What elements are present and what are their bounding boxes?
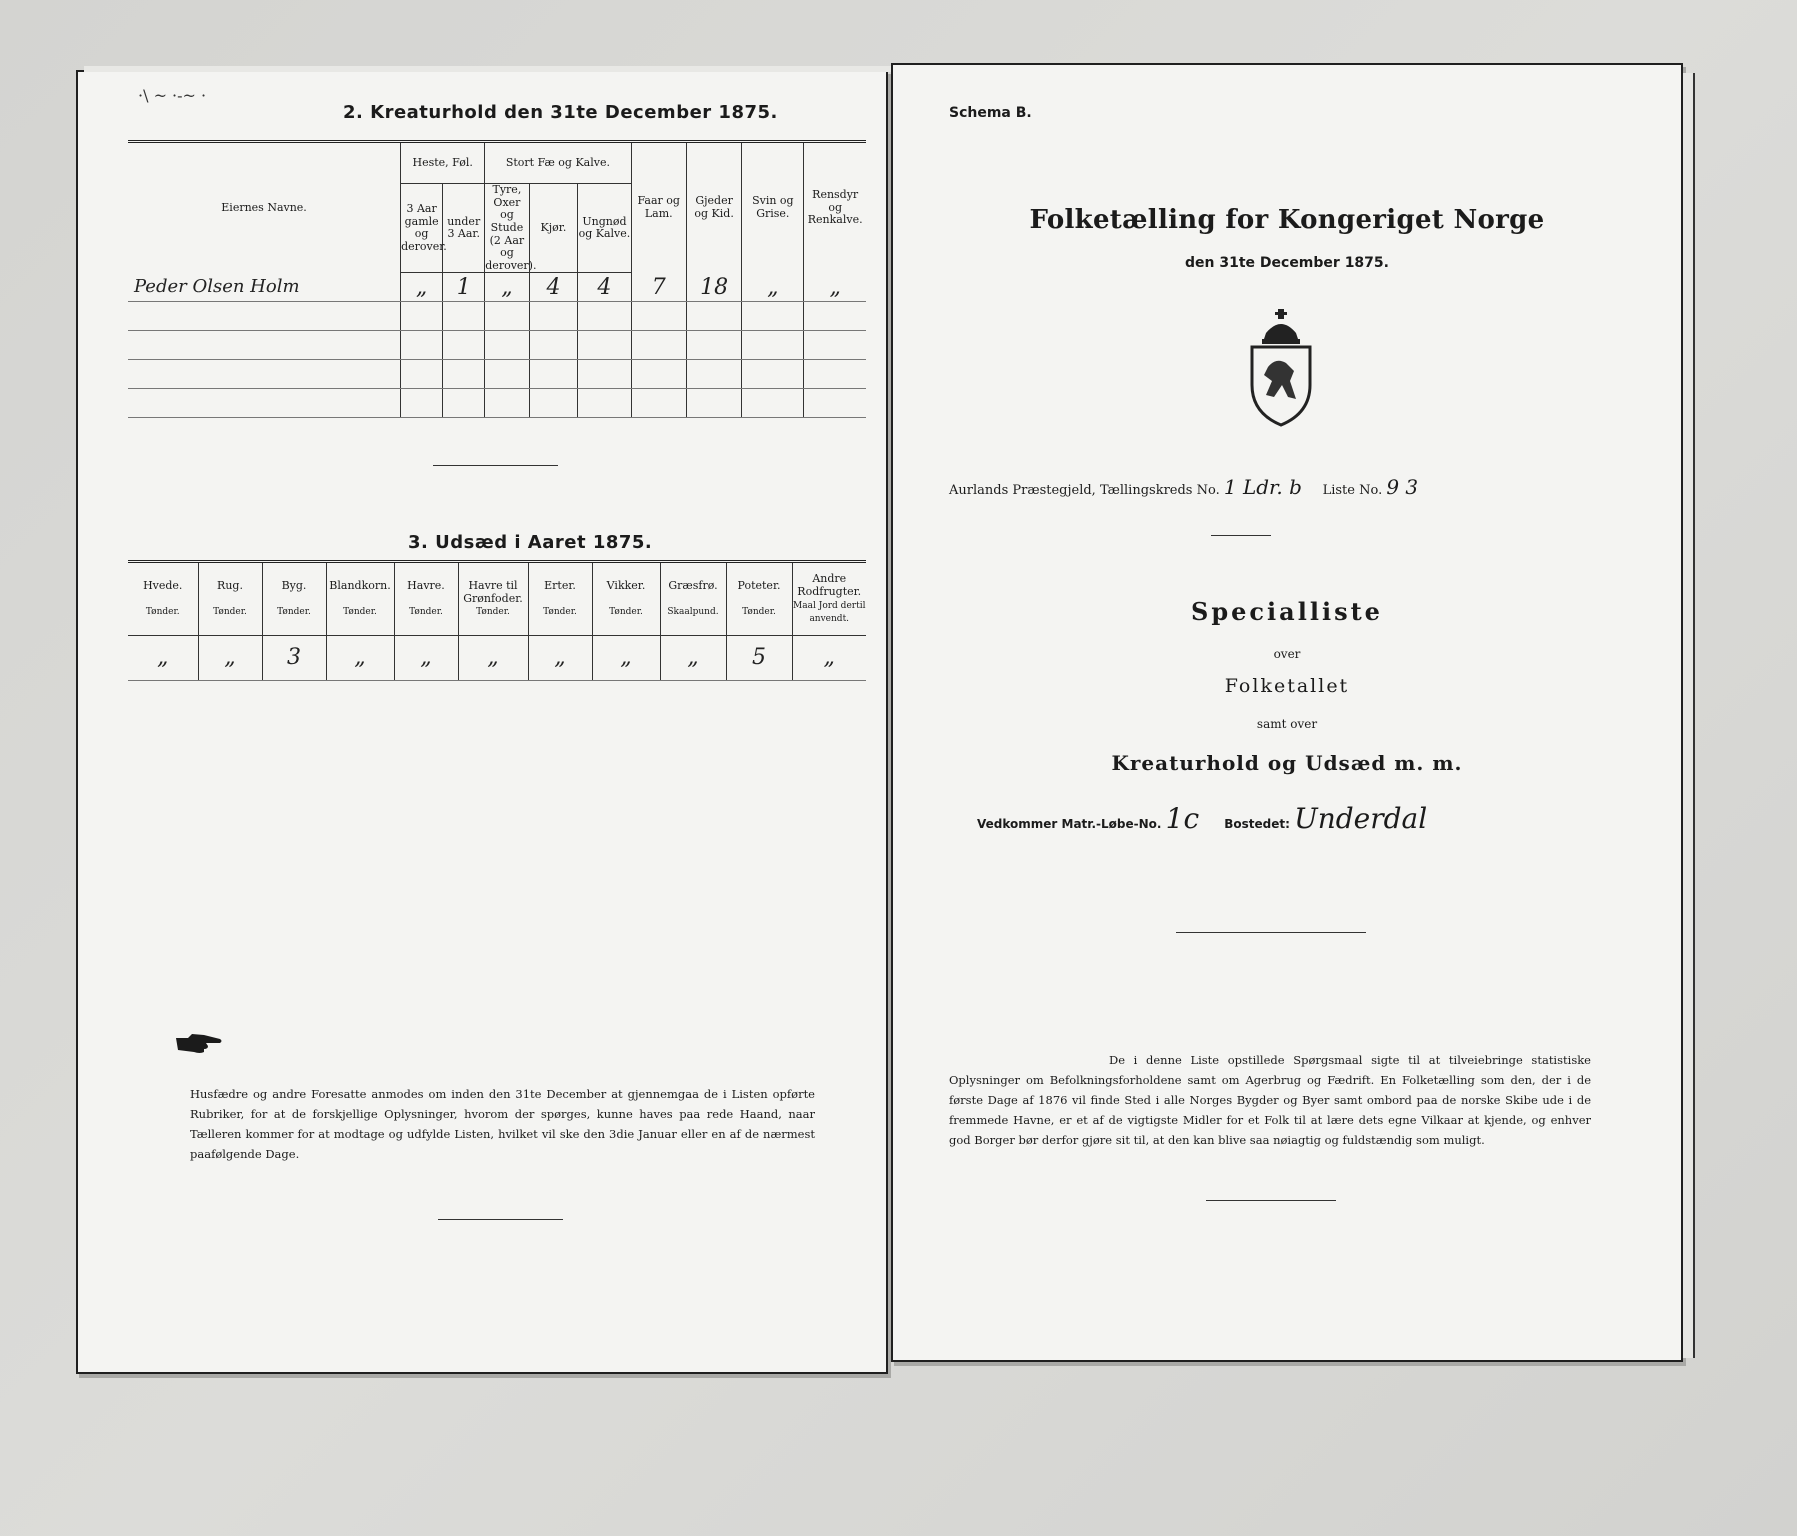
left-page xyxy=(78,72,886,1372)
section2-title: 2. Kreaturhold den 31te December 1875. xyxy=(343,102,778,123)
table-row xyxy=(128,302,866,331)
bosted-value: Underdal xyxy=(1294,802,1428,835)
header-graesfro: Græsfrø. Skaalpund. xyxy=(660,562,726,636)
header-eiernes-navne: Eiernes Navne. xyxy=(128,142,401,273)
cell-heste-3aar: „ xyxy=(401,273,443,302)
header-faar: Faar og Lam. xyxy=(631,142,686,273)
divider xyxy=(1176,932,1366,933)
owner-name: Peder Olsen Holm xyxy=(128,273,401,302)
cell-graesfro: „ xyxy=(660,636,726,681)
cell-havre-gronfoder: „ xyxy=(458,636,528,681)
header-blandkorn: Blandkorn. Tønder. xyxy=(326,562,394,636)
header-svin: Svin og Grise. xyxy=(742,142,804,273)
schema-label: Schema B. xyxy=(949,105,1032,121)
section3-title: 3. Udsæd i Aaret 1875. xyxy=(408,532,653,553)
header-rensdyr: Rensdyr og Renkalve. xyxy=(804,142,866,273)
cell-heste-under3: 1 xyxy=(443,273,485,302)
header-kjoer: Kjør. xyxy=(529,184,578,273)
pointing-hand-icon xyxy=(174,1030,224,1056)
header-ungnoed: Ungnød og Kalve. xyxy=(578,184,631,273)
place-line xyxy=(949,475,1418,499)
cell-kjoer: 4 xyxy=(529,273,578,302)
right-page xyxy=(893,65,1681,1360)
header-hvede: Hvede. Tønder. xyxy=(128,562,198,636)
cell-rensdyr: „ xyxy=(804,273,866,302)
cell-faar: 7 xyxy=(631,273,686,302)
cell-poteter: 5 xyxy=(726,636,792,681)
header-heste-fol: Heste, Føl. xyxy=(401,142,485,184)
header-tyre: Tyre, Oxer og Stude (2 Aar og derover). xyxy=(485,183,537,272)
matr-line xyxy=(977,802,1427,835)
cell-andre-rodfrugter: „ xyxy=(792,636,866,681)
divider xyxy=(1211,535,1271,536)
header-byg: Byg. Tønder. xyxy=(262,562,326,636)
cell-byg: 3 xyxy=(262,636,326,681)
cell-rug: „ xyxy=(198,636,262,681)
header-rug: Rug. Tønder. xyxy=(198,562,262,636)
table-row xyxy=(128,273,866,302)
table-row xyxy=(128,389,866,418)
folketallet-heading: Folketallet xyxy=(1224,675,1350,697)
liste-value: 9 3 xyxy=(1386,475,1419,499)
divider xyxy=(1206,1200,1336,1201)
header-gjeder: Gjeder og Kid. xyxy=(686,142,741,273)
header-vikker: Vikker. Tønder. xyxy=(592,562,660,636)
header-heste-under3: under 3 Aar. xyxy=(443,184,485,273)
kreaturhold-table xyxy=(128,140,866,418)
prestegjeld-name: Aurlands xyxy=(949,483,1009,498)
samt-over-label: samt over xyxy=(1256,717,1318,731)
cell-havre: „ xyxy=(394,636,458,681)
udsaed-table xyxy=(128,560,866,681)
kreaturhold-heading: Kreaturhold og Udsæd m. m. xyxy=(1111,751,1463,775)
over-label: over xyxy=(1273,647,1301,661)
header-havre: Havre. Tønder. xyxy=(394,562,458,636)
header-poteter: Poteter. Tønder. xyxy=(726,562,792,636)
table-row xyxy=(128,360,866,389)
census-date: den 31te December 1875. xyxy=(1185,255,1389,271)
kreds-value: 1 Ldr. b xyxy=(1223,475,1302,499)
coat-of-arms-icon xyxy=(1236,305,1326,430)
purpose-note: De i denne Liste opstillede Spørgsmaal sigte til at tilveiebringe statistiske Oplysninger om Befolkningsforholdene samt om Agerbrug og Fædrift. En Folketælling som den, der i de første Dage af 1876 vil finde Sted i alle Norges Bygder og Byer samt ombord paa de norske Skibe ude i de fremmede Havne, er et af de vigtigste Midler for et Folk til at lære dets egne Vilkaar at kjende, og enhver god Borger bør derfor gjøre sit til, at den kan blive saa nøiagtig og fuldstændig som muligt. xyxy=(949,1053,1591,1147)
cell-ungnoed: 4 xyxy=(578,273,631,302)
instructions-note: Husfædre og andre Foresatte anmodes om inden den 31te December at gjennemgaa de i Listen opførte Rubriker, for at de forskjellige Oplysninger, hvorom der spørges, kunne haves paa rede Haand, naar Tælleren kommer for at modtage og udfylde Listen, hvilket vil ske den 3die Januar eller en af de nærmest paafølgende Dage. xyxy=(190,1087,815,1161)
table-row xyxy=(128,636,866,681)
kreds-label: Tællingskreds No. xyxy=(1099,483,1220,498)
bosted-label: Bostedet: xyxy=(1224,817,1290,831)
prestegjeld-label: Præstegjeld, xyxy=(1012,483,1096,498)
specialliste-heading: Specialliste xyxy=(1191,597,1383,626)
cell-vikker: „ xyxy=(592,636,660,681)
divider xyxy=(438,1219,563,1220)
header-andre-rodfrugter: Andre Rodfrugter. Maal Jord dertil anvendt. xyxy=(792,562,866,636)
header-erter: Erter. Tønder. xyxy=(528,562,592,636)
cell-svin: „ xyxy=(742,273,804,302)
cell-gjeder: 18 xyxy=(686,273,741,302)
header-scribble: ·\ ~ ·-~ · xyxy=(138,86,207,105)
cell-tyre: „ xyxy=(485,273,529,302)
header-heste-3aar: 3 Aar gamle og derover. xyxy=(401,184,443,273)
cell-erter: „ xyxy=(528,636,592,681)
header-stort-fae: Stort Fæ og Kalve. xyxy=(485,142,631,184)
matr-value: 1c xyxy=(1165,802,1200,835)
table-row xyxy=(128,331,866,360)
page-title: Folketælling for Kongeriget Norge xyxy=(1029,205,1545,235)
cell-hvede: „ xyxy=(128,636,198,681)
matr-label: Vedkommer Matr.-Løbe-No. xyxy=(977,817,1162,831)
header-havre-gronfoder: Havre til Grønfoder. Tønder. xyxy=(458,562,528,636)
liste-label: Liste No. xyxy=(1322,483,1383,498)
divider xyxy=(433,465,558,466)
cell-blandkorn: „ xyxy=(326,636,394,681)
